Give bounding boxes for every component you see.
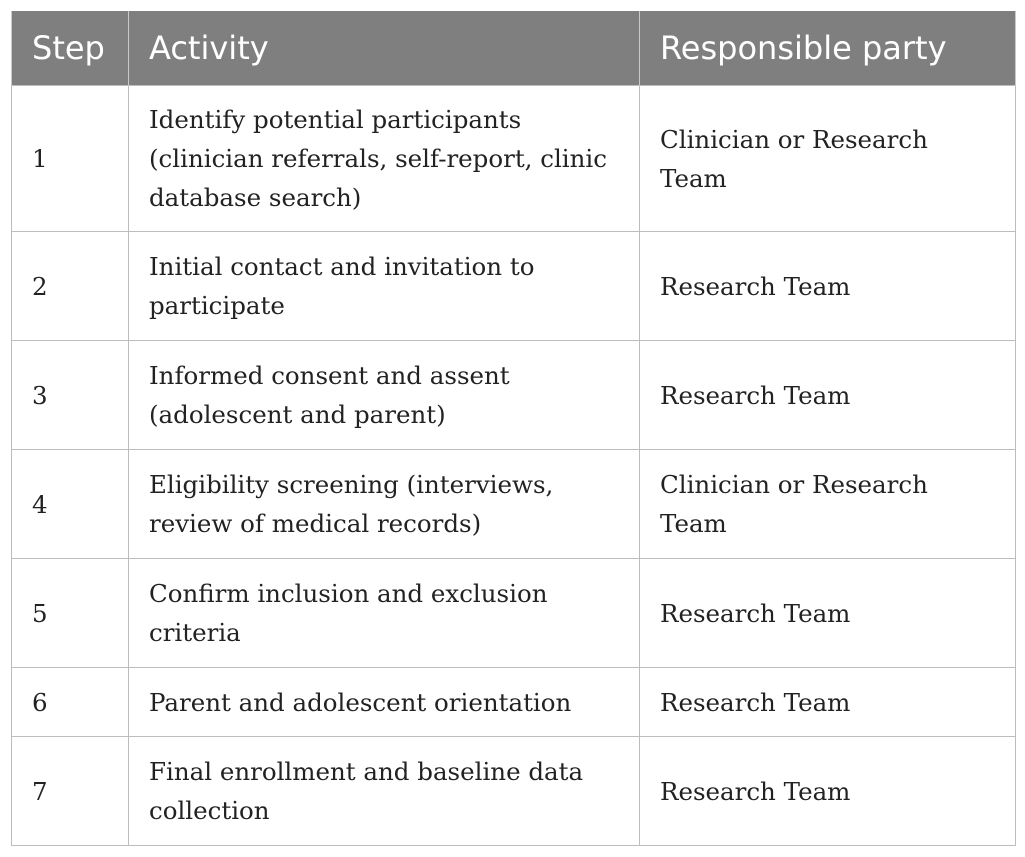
responsible-party-cell: Clinician or Research Team	[640, 86, 1016, 232]
header-responsible-party: Responsible party	[640, 11, 1016, 86]
responsible-party-cell: Research Team	[640, 737, 1016, 846]
activity-cell: Identify potential participants (clinician referrals, self-report, clinic database search)	[129, 86, 640, 232]
header-step: Step	[12, 11, 129, 86]
step-cell: 1	[12, 86, 129, 232]
step-cell: 4	[12, 450, 129, 559]
table-row	[12, 668, 1016, 737]
activity-cell: Confirm inclusion and exclusion criteria	[129, 559, 640, 668]
responsible-party-cell: Clinician or Research Team	[640, 450, 1016, 559]
activity-cell: Final enrollment and baseline data collection	[129, 737, 640, 846]
enrollment-steps-table	[11, 11, 1016, 846]
responsible-party-cell: Research Team	[640, 232, 1016, 341]
step-cell: 2	[12, 232, 129, 341]
step-cell: 7	[12, 737, 129, 846]
activity-cell: Informed consent and assent (adolescent and parent)	[129, 341, 640, 450]
table-row	[12, 559, 1016, 668]
table-row	[12, 737, 1016, 846]
table-row	[12, 450, 1016, 559]
activity-cell: Initial contact and invitation to participate	[129, 232, 640, 341]
step-cell: 5	[12, 559, 129, 668]
responsible-party-cell: Research Team	[640, 341, 1016, 450]
table-row	[12, 232, 1016, 341]
responsible-party-cell: Research Team	[640, 559, 1016, 668]
header-activity: Activity	[129, 11, 640, 86]
responsible-party-cell: Research Team	[640, 668, 1016, 737]
activity-cell: Eligibility screening (interviews, review of medical records)	[129, 450, 640, 559]
step-cell: 3	[12, 341, 129, 450]
step-cell: 6	[12, 668, 129, 737]
table-row	[12, 341, 1016, 450]
activity-cell: Parent and adolescent orientation	[129, 668, 640, 737]
table-row	[12, 86, 1016, 232]
table-header-row	[12, 11, 1016, 86]
